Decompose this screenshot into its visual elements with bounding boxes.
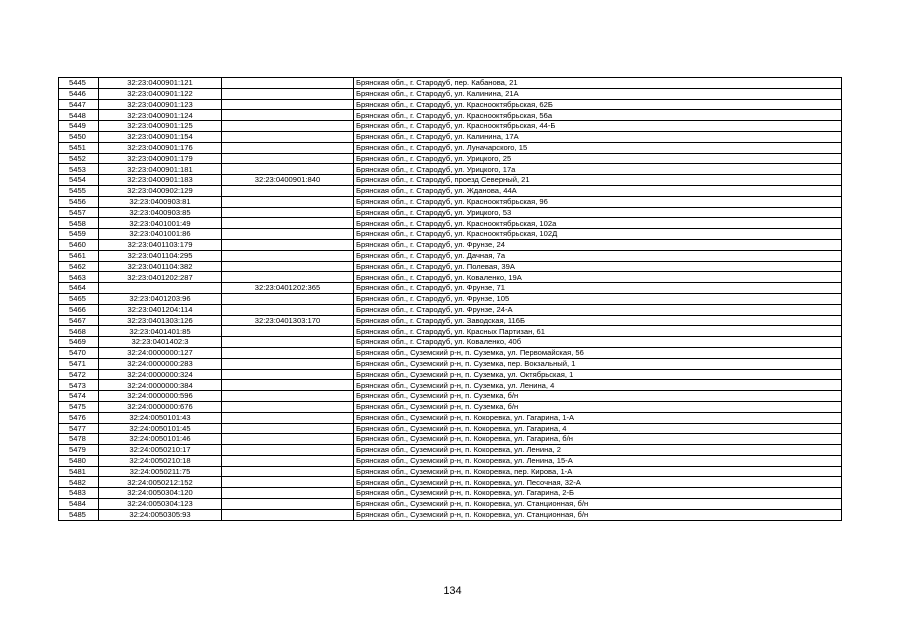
address-cell: Брянская обл., г. Стародуб, ул. Калинина, 17А [354,131,842,142]
second-cadastral-number-cell [222,391,354,402]
row-number-cell: 5485 [59,509,99,520]
table-row [59,509,842,520]
second-cadastral-number-cell [222,196,354,207]
second-cadastral-number-cell: 32:23:0400901:840 [222,175,354,186]
cadastral-number-cell: 32:23:0401203:96 [99,293,222,304]
table-row [59,218,842,229]
second-cadastral-number-cell [222,477,354,488]
address-cell: Брянская обл., Суземский р-н, п. Кокоревка, ул. Гагарина, 2-Б [354,488,842,499]
address-cell: Брянская обл., Суземский р-н, п. Кокоревка, ул. Ленина, 2 [354,445,842,456]
second-cadastral-number-cell [222,250,354,261]
row-number-cell: 5460 [59,239,99,250]
cadastral-number-cell: 32:23:0401103:179 [99,239,222,250]
cadastral-number-cell: 32:23:0400901:176 [99,142,222,153]
address-cell: Брянская обл., г. Стародуб, ул. Красных Партизан, 61 [354,326,842,337]
row-number-cell: 5461 [59,250,99,261]
address-cell: Брянская обл., г. Стародуб, ул. Калинина, 21А [354,88,842,99]
cadastral-number-cell: 32:23:0400901:123 [99,99,222,110]
cadastral-number-cell: 32:24:0000000:596 [99,391,222,402]
second-cadastral-number-cell [222,304,354,315]
address-cell: Брянская обл., Суземский р-н, п. Кокоревка, ул. Гагарина, 1-А [354,412,842,423]
address-cell: Брянская обл., Суземский р-н, п. Суземка, ул. Ленина, 4 [354,380,842,391]
second-cadastral-number-cell [222,207,354,218]
row-number-cell: 5446 [59,88,99,99]
cadastral-number-cell: 32:24:0000000:324 [99,369,222,380]
table-row [59,175,842,186]
address-cell: Брянская обл., Суземский р-н, п. Суземка, пер. Вокзальный, 1 [354,358,842,369]
address-cell: Брянская обл., г. Стародуб, ул. Фрунзе, 71 [354,283,842,294]
cadastral-number-cell: 32:23:0400901:181 [99,164,222,175]
address-cell: Брянская обл., Суземский р-н, п. Суземка, б/н [354,391,842,402]
address-cell: Брянская обл., Суземский р-н, п. Кокоревка, пер. Кирова, 1-А [354,466,842,477]
address-cell: Брянская обл., г. Стародуб, ул. Краснооктябрьская, 102Д [354,229,842,240]
row-number-cell: 5473 [59,380,99,391]
row-number-cell: 5451 [59,142,99,153]
row-number-cell: 5468 [59,326,99,337]
row-number-cell: 5472 [59,369,99,380]
second-cadastral-number-cell [222,434,354,445]
page-number: 134 [443,585,462,597]
address-cell: Брянская обл., Суземский р-н, п. Суземка, ул. Первомайская, 56 [354,347,842,358]
cadastral-number-cell: 32:23:0401202:287 [99,272,222,283]
address-cell: Брянская обл., г. Стародуб, ул. Луначарского, 15 [354,142,842,153]
table-row [59,261,842,272]
table-row [59,153,842,164]
address-cell: Брянская обл., Суземский р-н, п. Кокоревка, ул. Станционная, б/н [354,499,842,510]
table-row [59,121,842,132]
cadastral-number-cell: 32:23:0401204:114 [99,304,222,315]
address-cell: Брянская обл., г. Стародуб, ул. Фрунзе, 24-А [354,304,842,315]
row-number-cell: 5450 [59,131,99,142]
table-row [59,229,842,240]
address-cell: Брянская обл., г. Стародуб, ул. Коваленко, 19А [354,272,842,283]
table-row [59,99,842,110]
address-cell: Брянская обл., г. Стародуб, ул. Жданова, 44А [354,185,842,196]
second-cadastral-number-cell [222,88,354,99]
address-cell: Брянская обл., г. Стародуб, ул. Урицкого, 53 [354,207,842,218]
table-row [59,455,842,466]
second-cadastral-number-cell: 32:23:0401303:170 [222,315,354,326]
table-row [59,358,842,369]
row-number-cell: 5448 [59,110,99,121]
second-cadastral-number-cell [222,99,354,110]
table-row [59,315,842,326]
table-row [59,466,842,477]
table-row [59,391,842,402]
property-table [58,77,842,521]
second-cadastral-number-cell [222,142,354,153]
table-row [59,293,842,304]
cadastral-number-cell: 32:23:0400901:125 [99,121,222,132]
second-cadastral-number-cell [222,326,354,337]
address-cell: Брянская обл., г. Стародуб, ул. Заводская, 116Б [354,315,842,326]
address-cell: Брянская обл., г. Стародуб, ул. Урицкого, 17а [354,164,842,175]
row-number-cell: 5483 [59,488,99,499]
table-row [59,78,842,89]
row-number-cell: 5474 [59,391,99,402]
second-cadastral-number-cell [222,293,354,304]
second-cadastral-number-cell [222,164,354,175]
row-number-cell: 5452 [59,153,99,164]
cadastral-number-cell: 32:24:0050304:120 [99,488,222,499]
table-row [59,499,842,510]
table-row [59,110,842,121]
second-cadastral-number-cell [222,509,354,520]
address-cell: Брянская обл., г. Стародуб, проезд Северный, 21 [354,175,842,186]
address-cell: Брянская обл., г. Стародуб, ул. Фрунзе, 24 [354,239,842,250]
row-number-cell: 5470 [59,347,99,358]
cadastral-number-cell: 32:23:0400901:124 [99,110,222,121]
address-cell: Брянская обл., г. Стародуб, ул. Коваленко, 40б [354,337,842,348]
second-cadastral-number-cell: 32:23:0401202:365 [222,283,354,294]
second-cadastral-number-cell [222,78,354,89]
cadastral-number-cell: 32:24:0050212:152 [99,477,222,488]
table-row [59,477,842,488]
address-cell: Брянская обл., г. Стародуб, ул. Краснооктябрьская, 62Б [354,99,842,110]
second-cadastral-number-cell [222,369,354,380]
second-cadastral-number-cell [222,412,354,423]
table-row [59,250,842,261]
table-row [59,164,842,175]
table-row [59,380,842,391]
second-cadastral-number-cell [222,239,354,250]
property-table-body [59,78,842,521]
second-cadastral-number-cell [222,466,354,477]
table-row [59,488,842,499]
cadastral-number-cell: 32:23:0400901:121 [99,78,222,89]
cadastral-number-cell: 32:24:0050101:45 [99,423,222,434]
second-cadastral-number-cell [222,229,354,240]
cadastral-number-cell: 32:23:0400901:183 [99,175,222,186]
table-row [59,185,842,196]
cadastral-number-cell: 32:23:0400901:154 [99,131,222,142]
second-cadastral-number-cell [222,347,354,358]
table-row [59,434,842,445]
address-cell: Брянская обл., Суземский р-н, п. Кокоревка, ул. Ленина, 15-А [354,455,842,466]
table-row [59,196,842,207]
second-cadastral-number-cell [222,110,354,121]
address-cell: Брянская обл., г. Стародуб, пер. Кабанова, 21 [354,78,842,89]
address-cell: Брянская обл., Суземский р-н, п. Кокоревка, ул. Станционная, б/н [354,509,842,520]
row-number-cell: 5454 [59,175,99,186]
table-row [59,401,842,412]
table-row [59,207,842,218]
cadastral-number-cell: 32:23:0400901:179 [99,153,222,164]
table-row [59,88,842,99]
second-cadastral-number-cell [222,445,354,456]
cadastral-number-cell: 32:24:0050210:18 [99,455,222,466]
cadastral-number-cell: 32:24:0050304:123 [99,499,222,510]
row-number-cell: 5459 [59,229,99,240]
row-number-cell: 5457 [59,207,99,218]
row-number-cell: 5484 [59,499,99,510]
row-number-cell: 5479 [59,445,99,456]
second-cadastral-number-cell [222,131,354,142]
cadastral-number-cell: 32:23:0401104:295 [99,250,222,261]
cadastral-number-cell: 32:23:0401001:49 [99,218,222,229]
address-cell: Брянская обл., Суземский р-н, п. Кокоревка, ул. Гагарина, 4 [354,423,842,434]
address-cell: Брянская обл., г. Стародуб, ул. Дачная, 7а [354,250,842,261]
row-number-cell: 5462 [59,261,99,272]
cadastral-number-cell: 32:23:0400902:129 [99,185,222,196]
cadastral-number-cell: 32:23:0400901:122 [99,88,222,99]
address-cell: Брянская обл., Суземский р-н, п. Кокоревка, ул. Песочная, 32-А [354,477,842,488]
row-number-cell: 5464 [59,283,99,294]
cadastral-number-cell: 32:24:0050210:17 [99,445,222,456]
cadastral-number-cell: 32:24:0050305:93 [99,509,222,520]
cadastral-number-cell: 32:23:0400903:85 [99,207,222,218]
row-number-cell: 5453 [59,164,99,175]
row-number-cell: 5466 [59,304,99,315]
row-number-cell: 5476 [59,412,99,423]
row-number-cell: 5477 [59,423,99,434]
address-cell: Брянская обл., г. Стародуб, ул. Урицкого, 25 [354,153,842,164]
table-row [59,272,842,283]
table-row [59,239,842,250]
cadastral-number-cell: 32:24:0000000:384 [99,380,222,391]
table-row [59,337,842,348]
table-row [59,283,842,294]
second-cadastral-number-cell [222,261,354,272]
table-row [59,347,842,358]
cadastral-number-cell: 32:24:0050101:46 [99,434,222,445]
table-row [59,423,842,434]
cadastral-number-cell [99,283,222,294]
second-cadastral-number-cell [222,185,354,196]
cadastral-number-cell: 32:24:0000000:127 [99,347,222,358]
cadastral-number-cell: 32:23:0401401:85 [99,326,222,337]
second-cadastral-number-cell [222,218,354,229]
table-row [59,326,842,337]
address-cell: Брянская обл., Суземский р-н, п. Суземка, б/н [354,401,842,412]
cadastral-number-cell: 32:24:0050211:75 [99,466,222,477]
address-cell: Брянская обл., г. Стародуб, ул. Краснооктябрьская, 56а [354,110,842,121]
address-cell: Брянская обл., Суземский р-н, п. Суземка, ул. Октябрьская, 1 [354,369,842,380]
row-number-cell: 5455 [59,185,99,196]
second-cadastral-number-cell [222,423,354,434]
table-row [59,131,842,142]
row-number-cell: 5463 [59,272,99,283]
address-cell: Брянская обл., Суземский р-н, п. Кокоревка, ул. Гагарина, б/н [354,434,842,445]
second-cadastral-number-cell [222,272,354,283]
row-number-cell: 5449 [59,121,99,132]
row-number-cell: 5447 [59,99,99,110]
row-number-cell: 5478 [59,434,99,445]
table-row [59,304,842,315]
cadastral-number-cell: 32:24:0000000:283 [99,358,222,369]
second-cadastral-number-cell [222,153,354,164]
cadastral-number-cell: 32:23:0400903:81 [99,196,222,207]
cadastral-number-cell: 32:23:0401001:86 [99,229,222,240]
address-cell: Брянская обл., г. Стародуб, ул. Фрунзе, 105 [354,293,842,304]
address-cell: Брянская обл., г. Стародуб, ул. Краснооктябрьская, 96 [354,196,842,207]
row-number-cell: 5471 [59,358,99,369]
second-cadastral-number-cell [222,337,354,348]
row-number-cell: 5469 [59,337,99,348]
row-number-cell: 5481 [59,466,99,477]
table-row [59,369,842,380]
address-cell: Брянская обл., г. Стародуб, ул. Краснооктябрьская, 102а [354,218,842,229]
second-cadastral-number-cell [222,488,354,499]
row-number-cell: 5465 [59,293,99,304]
second-cadastral-number-cell [222,499,354,510]
cadastral-number-cell: 32:23:0401402:3 [99,337,222,348]
second-cadastral-number-cell [222,455,354,466]
address-cell: Брянская обл., г. Стародуб, ул. Краснооктябрьская, 44-Б [354,121,842,132]
row-number-cell: 5467 [59,315,99,326]
table-row [59,445,842,456]
row-number-cell: 5458 [59,218,99,229]
second-cadastral-number-cell [222,380,354,391]
table-row [59,412,842,423]
row-number-cell: 5482 [59,477,99,488]
cadastral-number-cell: 32:23:0401104:382 [99,261,222,272]
address-cell: Брянская обл., г. Стародуб, ул. Полевая, 39А [354,261,842,272]
row-number-cell: 5456 [59,196,99,207]
second-cadastral-number-cell [222,401,354,412]
second-cadastral-number-cell [222,121,354,132]
row-number-cell: 5445 [59,78,99,89]
cadastral-number-cell: 32:24:0050101:43 [99,412,222,423]
table-row [59,142,842,153]
second-cadastral-number-cell [222,358,354,369]
row-number-cell: 5475 [59,401,99,412]
row-number-cell: 5480 [59,455,99,466]
cadastral-number-cell: 32:23:0401303:126 [99,315,222,326]
cadastral-number-cell: 32:24:0000000:676 [99,401,222,412]
